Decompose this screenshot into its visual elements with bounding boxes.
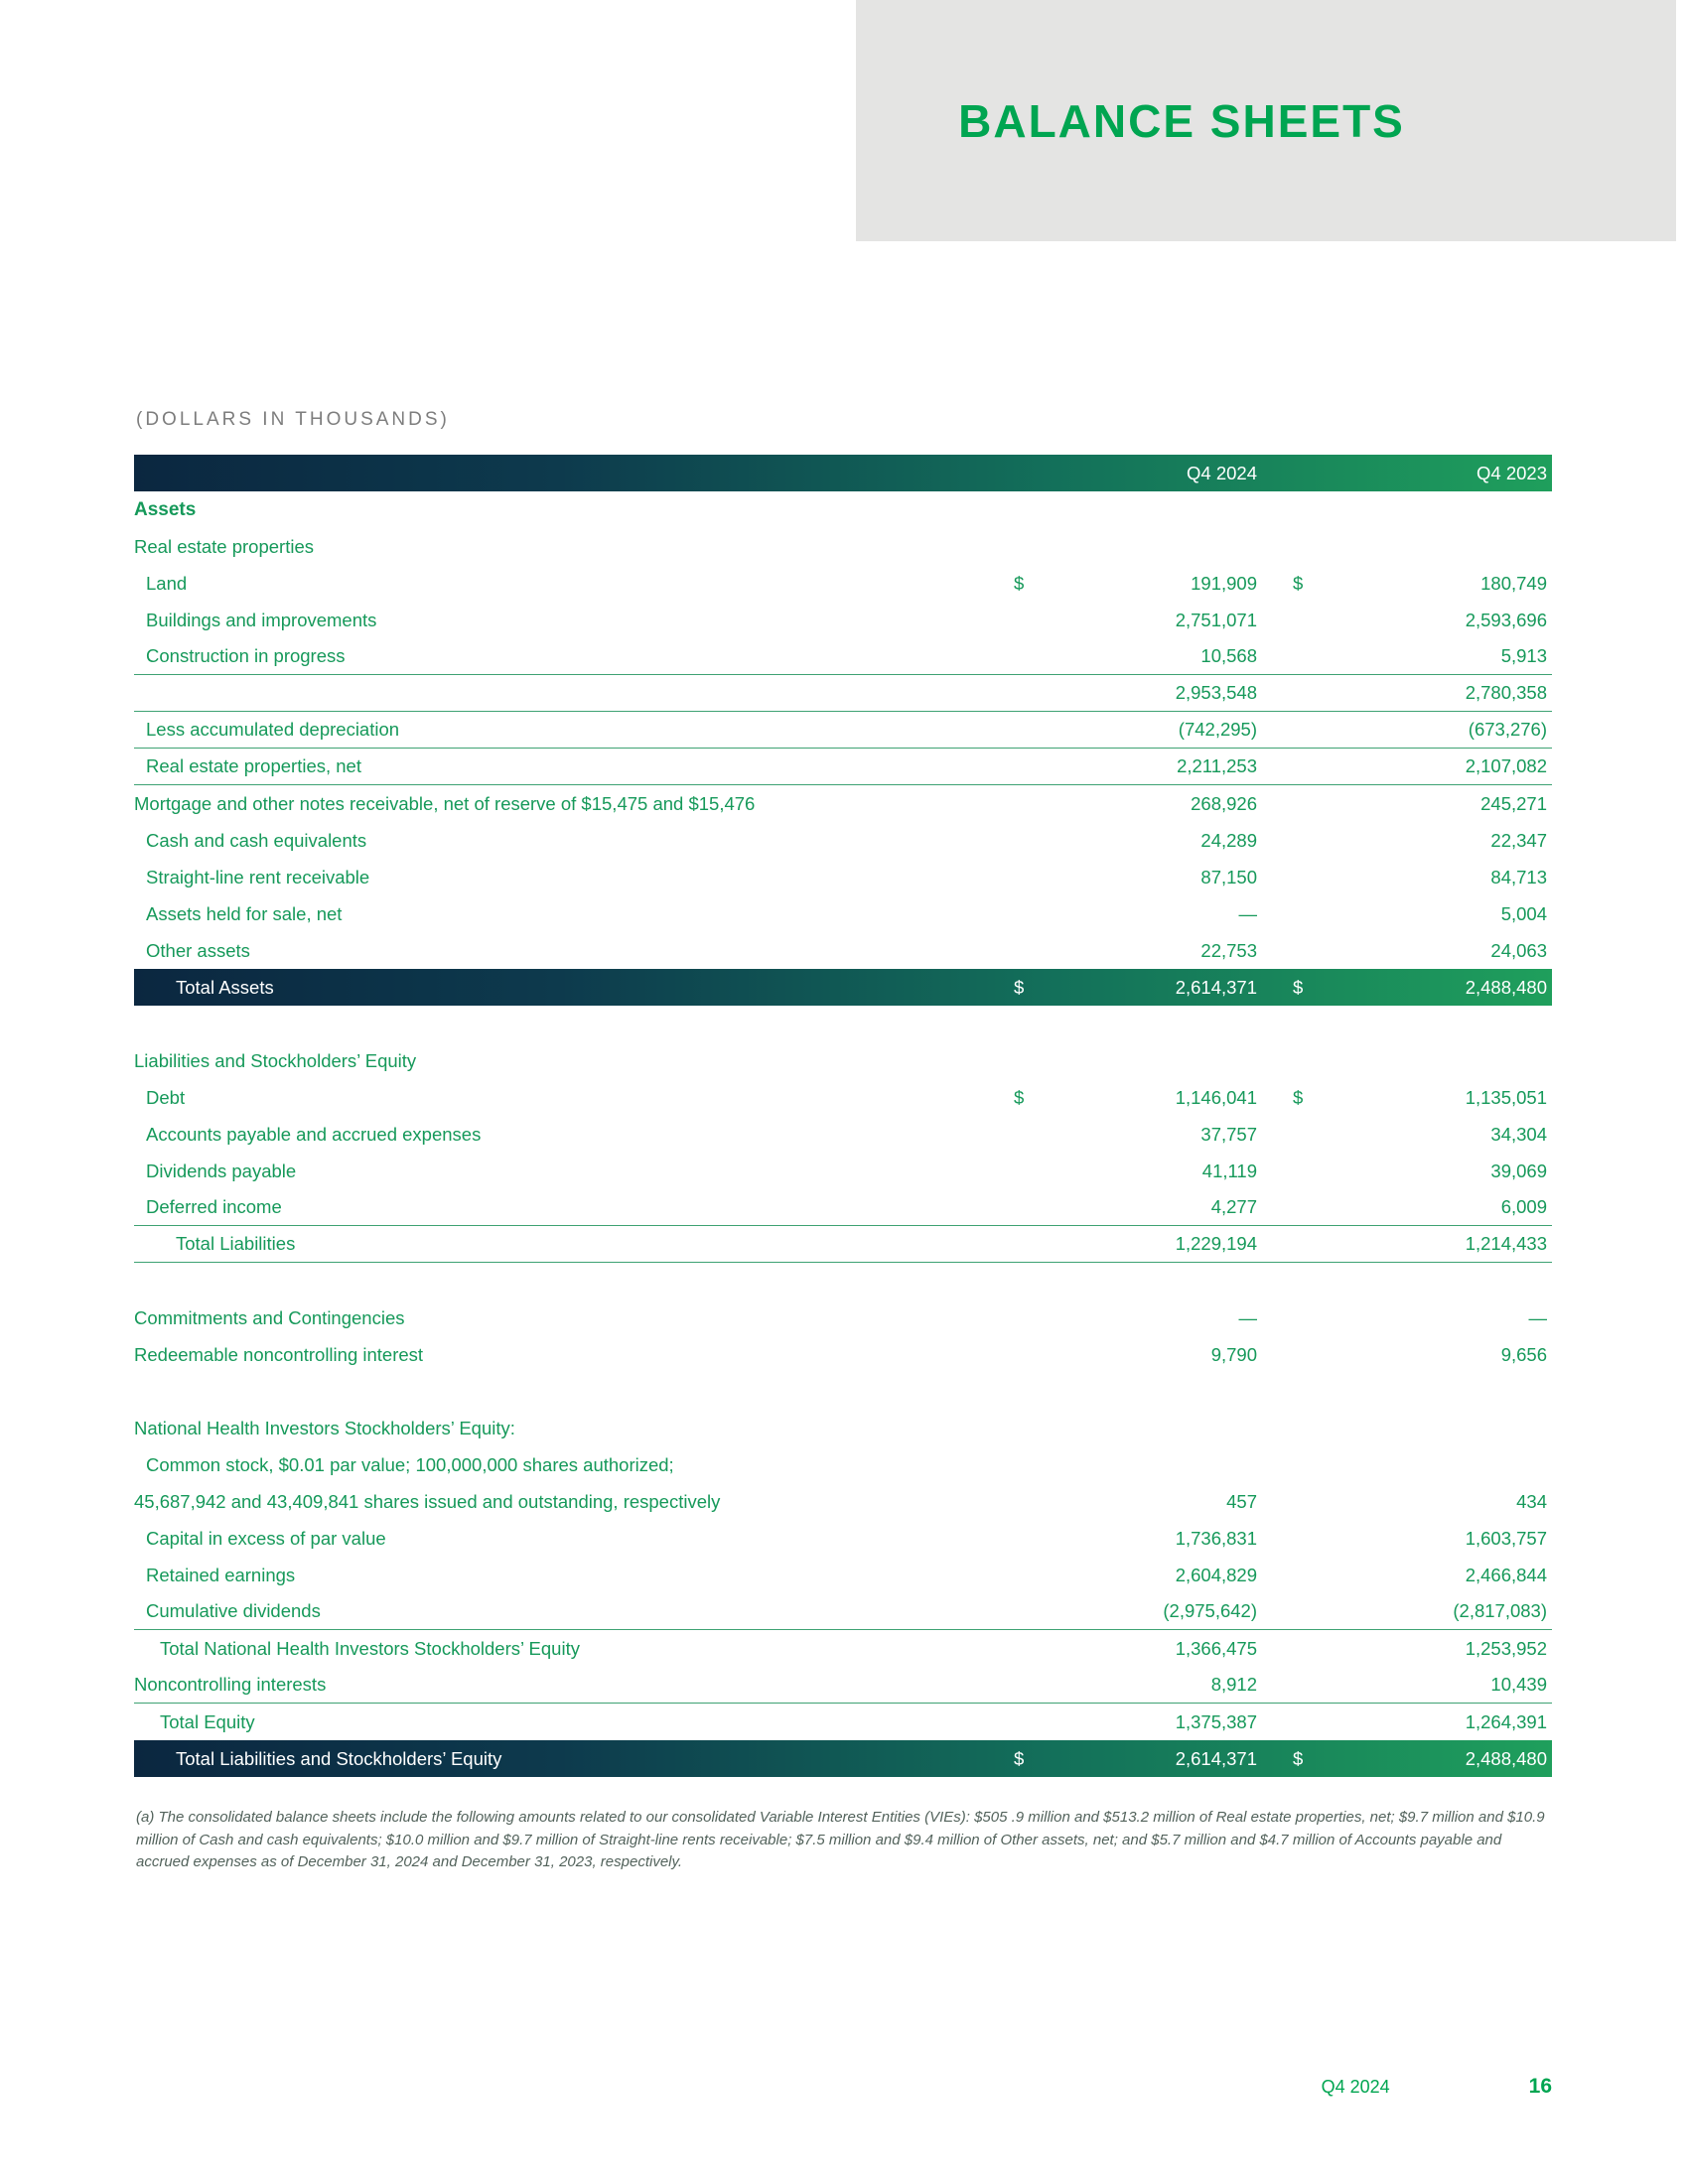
total-row [134,969,1552,1006]
row-value-q4-2024: 1,366,475 [1175,1637,1257,1659]
table-row [134,1042,1552,1079]
cell-q4-2024 [1014,610,1257,631]
row-value-q4-2024: 268,926 [1191,792,1257,814]
row-value-q4-2024: 2,953,548 [1175,682,1257,703]
cell-q4-2024 [1014,830,1257,852]
dollar-sign: $ [1014,1086,1025,1108]
cell-q4-2024 [1014,793,1257,815]
cell-q4-2023 [1293,1124,1547,1146]
cell-q4-2023 [1293,1344,1547,1366]
row-value-q4-2024: 87,150 [1200,866,1257,887]
cell-q4-2024 [1014,1528,1257,1550]
cell-q4-2023 [1293,1674,1547,1696]
row-value-q4-2024: 37,757 [1200,1123,1257,1145]
row-label: National Health Investors Stockholders’ Equity: [134,1417,515,1438]
cell-q4-2023 [1293,903,1547,925]
table-row [134,1116,1552,1153]
cell-q4-2024 [1014,1600,1257,1622]
table-row [134,602,1552,638]
row-value-q4-2023: 34,304 [1490,1123,1547,1145]
table-row [134,1079,1552,1116]
cell-q4-2023 [1293,940,1547,962]
row-value-q4-2024: — [1238,1306,1257,1328]
table-row [134,749,1552,785]
row-label: Total Equity [160,1710,255,1732]
page-title: BALANCE SHEETS [958,94,1405,147]
table-row [134,1299,1552,1336]
row-label: Real estate properties, net [146,755,361,776]
row-value-q4-2023: 2,593,696 [1465,609,1547,630]
spacer-row [134,1006,1552,1042]
units-label: (DOLLARS IN THOUSANDS) [136,409,450,430]
row-value-q4-2023: 2,488,480 [1465,1747,1547,1769]
row-value-q4-2024: 2,614,371 [1175,1747,1257,1769]
row-value-q4-2023: 1,214,433 [1465,1233,1547,1254]
row-value-q4-2023: 22,347 [1490,829,1547,851]
table-row [134,1557,1552,1593]
row-value-q4-2024: (2,975,642) [1163,1600,1257,1621]
page-footer [134,2075,1552,2099]
row-label: Total National Health Investors Stockholders’ Equity [160,1637,580,1659]
row-value-q4-2024: 24,289 [1200,829,1257,851]
cell-q4-2024 [1014,1748,1257,1770]
table-row [134,1226,1552,1263]
row-label: Retained earnings [146,1564,296,1585]
dollar-sign: $ [1014,976,1025,998]
cell-q4-2023 [1293,977,1547,999]
row-label: Other assets [146,939,250,961]
row-value-q4-2024: 2,614,371 [1175,976,1257,998]
row-value-q4-2023: 1,264,391 [1465,1710,1547,1732]
row-value-q4-2023: 24,063 [1490,939,1547,961]
cell-q4-2024 [1014,1711,1257,1733]
row-value-q4-2023: 9,656 [1500,1343,1547,1365]
table-row [134,895,1552,932]
cell-q4-2024 [1014,1638,1257,1660]
row-label: Common stock, $0.01 par value; 100,000,000 shares authorized; [146,1453,674,1475]
row-value-q4-2024: 2,604,829 [1175,1564,1257,1585]
row-value-q4-2023: 2,780,358 [1465,682,1547,703]
table-row [134,1630,1552,1667]
cell-q4-2024 [1014,682,1257,704]
cell-q4-2023 [1293,719,1547,741]
row-value-q4-2023: 5,913 [1500,645,1547,666]
row-label: Less accumulated depreciation [146,719,400,740]
row-value-q4-2023: 39,069 [1490,1160,1547,1181]
row-value-q4-2023: 180,749 [1480,572,1547,594]
row-label: Straight-line rent receivable [146,866,370,887]
row-label: Capital in excess of par value [146,1527,386,1549]
dollar-sign: $ [1293,572,1304,594]
row-label: Mortgage and other notes receivable, net of reserve of $15,475 and $15,476 [134,792,756,814]
row-value-q4-2023: 245,271 [1480,792,1547,814]
row-label: Land [146,572,188,594]
row-value-q4-2023: 84,713 [1490,866,1547,887]
row-value-q4-2024: 1,375,387 [1175,1710,1257,1732]
footer-quarter-label: Q4 2024 [1321,2077,1390,2097]
cell-q4-2023 [1293,1711,1547,1733]
cell-q4-2023 [1293,682,1547,704]
cell-q4-2023 [1293,793,1547,815]
row-label: Noncontrolling interests [134,1674,327,1695]
cell-q4-2024 [1014,940,1257,962]
row-value-q4-2023: 2,107,082 [1465,755,1547,776]
cell-q4-2023 [1293,1491,1547,1513]
cell-q4-2024 [1014,719,1257,741]
table-row [134,859,1552,895]
dollar-sign: $ [1014,1747,1025,1769]
row-value-q4-2023: 434 [1516,1490,1547,1512]
row-value-q4-2023: 6,009 [1500,1196,1547,1217]
row-label: Debt [146,1086,186,1108]
cell-q4-2023 [1293,1160,1547,1182]
cell-q4-2023 [1293,1638,1547,1660]
cell-q4-2023 [1293,867,1547,888]
column-header-q4-2023 [1293,463,1547,484]
cell-q4-2023 [1293,830,1547,852]
row-value-q4-2024: 2,211,253 [1177,755,1257,776]
row-value-q4-2024: 9,790 [1210,1343,1257,1365]
row-value-q4-2023: 2,466,844 [1465,1564,1547,1585]
row-label: Total Assets [176,976,274,998]
row-label: Accounts payable and accrued expenses [146,1123,482,1145]
cell-q4-2024 [1014,1233,1257,1255]
cell-q4-2023 [1293,1565,1547,1586]
row-value-q4-2024: 22,753 [1200,939,1257,961]
table-row [134,1667,1552,1704]
table-row [134,1446,1552,1483]
cell-q4-2024 [1014,1344,1257,1366]
row-value-q4-2023: — [1528,1306,1547,1328]
page-number: 16 [1528,2075,1552,2098]
table-row [134,675,1552,712]
total-row [134,1740,1552,1777]
table-row [134,1336,1552,1373]
cell-q4-2023 [1293,1600,1547,1622]
table-row [134,1704,1552,1740]
title-banner [856,0,1676,241]
row-label: Real estate properties [134,535,314,557]
row-label: Redeemable noncontrolling interest [134,1343,424,1365]
cell-q4-2023 [1293,573,1547,595]
table-row [134,491,1552,528]
table-row [134,565,1552,602]
cell-q4-2024 [1014,1087,1257,1109]
row-value-q4-2024: 191,909 [1191,572,1257,594]
spacer-row [134,1373,1552,1410]
cell-q4-2023 [1293,1196,1547,1218]
cell-q4-2024 [1014,1124,1257,1146]
table-row [134,932,1552,969]
table-header-row [134,455,1552,491]
row-label: Liabilities and Stockholders’ Equity [134,1049,417,1071]
table-row [134,712,1552,749]
cell-q4-2023 [1293,610,1547,631]
row-label: Assets held for sale, net [146,902,343,924]
cell-q4-2024 [1014,867,1257,888]
row-value-q4-2024: 457 [1226,1490,1257,1512]
row-value-q4-2024: 1,736,831 [1175,1527,1257,1549]
row-value-q4-2023: 1,253,952 [1465,1637,1547,1659]
row-label: Total Liabilities [176,1233,296,1254]
table-row [134,1593,1552,1630]
table-row [134,1483,1552,1520]
cell-q4-2024 [1014,1196,1257,1218]
row-value-q4-2023: (673,276) [1468,719,1547,740]
cell-q4-2024 [1014,1491,1257,1513]
cell-q4-2023 [1293,1748,1547,1770]
table-row [134,638,1552,675]
row-label: Construction in progress [146,645,346,666]
column-header-label: Q4 2024 [1187,462,1257,483]
table-row [134,1410,1552,1446]
row-value-q4-2024: 41,119 [1201,1160,1257,1181]
balance-sheet-table [134,455,1552,1777]
cell-q4-2024 [1014,1565,1257,1586]
table-row [134,1153,1552,1189]
table-row [134,785,1552,822]
row-value-q4-2023: (2,817,083) [1453,1600,1547,1621]
cell-q4-2024 [1014,1674,1257,1696]
cell-q4-2023 [1293,1233,1547,1255]
cell-q4-2024 [1014,977,1257,999]
row-value-q4-2023: 10,439 [1490,1674,1547,1695]
vie-footnote: (a) The consolidated balance sheets include the following amounts related to our consolidated Variable Interest Entities (VIEs): $505 .9 million and $513.2 million of Real estate properties, net; $9.7 million and $10.9 million of Cash and cash equivalents; $10.0 million and $9.7 million of Straight-line rents receivable; $7.5 million and $9.4 million of Other assets, net; and $5.7 million and $4.7 million of Accounts payable and accrued expenses as of December 31, 2024 and December 31, 2023, respectively. [136,1809,1545,1870]
row-value-q4-2024: 1,229,194 [1175,1233,1257,1254]
row-label: Dividends payable [146,1160,297,1181]
cell-q4-2023 [1293,1307,1547,1329]
dollar-sign: $ [1293,1086,1304,1108]
cell-q4-2024 [1014,755,1257,777]
row-value-q4-2024: 2,751,071 [1175,609,1257,630]
row-label: Buildings and improvements [146,609,377,630]
cell-q4-2023 [1293,645,1547,667]
dollar-sign: $ [1293,976,1304,998]
row-value-q4-2023: 1,603,757 [1465,1527,1547,1549]
table-body [134,491,1552,1777]
cell-q4-2024 [1014,645,1257,667]
spacer-row [134,1263,1552,1299]
row-label: Total Liabilities and Stockholders’ Equity [176,1747,502,1769]
column-header-label: Q4 2023 [1477,462,1547,483]
cell-q4-2023 [1293,1528,1547,1550]
table-row [134,1520,1552,1557]
row-label: Assets [134,498,197,520]
row-value-q4-2023: 1,135,051 [1465,1086,1547,1108]
row-label: Cumulative dividends [146,1600,321,1621]
cell-q4-2023 [1293,1087,1547,1109]
row-label: Cash and cash equivalents [146,829,367,851]
row-value-q4-2024: 8,912 [1210,1674,1257,1695]
table-row [134,822,1552,859]
row-label: 45,687,942 and 43,409,841 shares issued and outstanding, respectively [134,1490,721,1512]
dollar-sign: $ [1293,1747,1304,1769]
row-value-q4-2024: 10,568 [1200,645,1257,666]
column-header-q4-2024 [1014,463,1257,484]
row-value-q4-2024: (742,295) [1178,719,1257,740]
cell-q4-2024 [1014,1160,1257,1182]
table-row [134,528,1552,565]
row-value-q4-2023: 2,488,480 [1465,976,1547,998]
row-value-q4-2024: 4,277 [1210,1196,1257,1217]
cell-q4-2024 [1014,1307,1257,1329]
cell-q4-2023 [1293,755,1547,777]
row-value-q4-2024: — [1238,902,1257,924]
row-value-q4-2023: 5,004 [1500,902,1547,924]
row-label: Deferred income [146,1196,282,1217]
dollar-sign: $ [1014,572,1025,594]
row-value-q4-2024: 1,146,041 [1175,1086,1257,1108]
table-row [134,1189,1552,1226]
cell-q4-2024 [1014,903,1257,925]
cell-q4-2024 [1014,573,1257,595]
row-label: Commitments and Contingencies [134,1306,405,1328]
